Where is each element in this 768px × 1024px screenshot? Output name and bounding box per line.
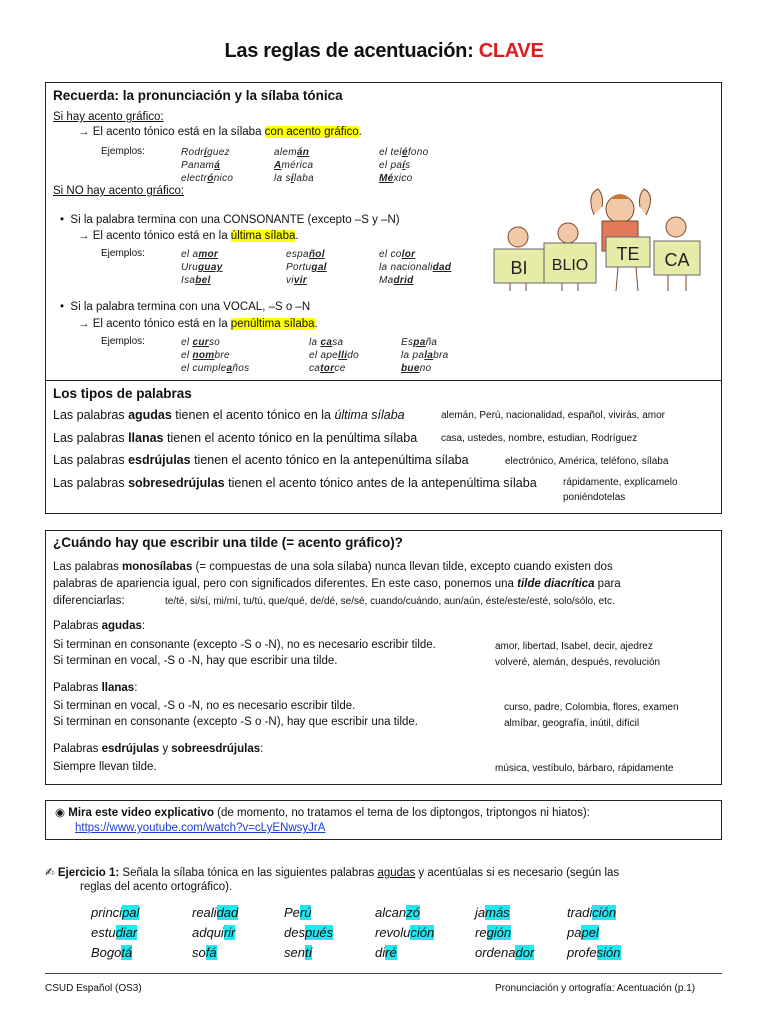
ejercicio-word: [567, 905, 616, 920]
ejercicio-word-root: sen: [284, 945, 305, 960]
cartoon-word-2: TE: [616, 244, 640, 264]
ejercicio-word-stressed: pués: [304, 925, 334, 940]
esdr-label-post: :: [260, 743, 264, 755]
ejercicio-word-root: tradi: [567, 905, 593, 920]
ejercicio-word-root: revolu: [375, 925, 411, 940]
ejercicio-word-root: profe: [567, 945, 597, 960]
footer-left: CSUD Español (OS3): [45, 983, 142, 994]
ejercicio-word-stressed: tá: [121, 945, 133, 960]
si-hay-label: Si hay acento gráfico:: [53, 111, 164, 123]
ejercicio-word-root: alcan: [375, 905, 407, 920]
llanas-rule-1: Si terminan en vocal, -S o -N, no es necesario escribir tilde.: [53, 700, 356, 712]
llanas-label: [53, 682, 137, 694]
arrow-2-pre: → El acento tónico está en la: [78, 230, 231, 242]
ejercicio-word-root: di: [375, 945, 386, 960]
ejercicio-word-root: estu: [91, 925, 116, 940]
bullet-consonante: • Si la palabra termina con una CONSONANTE (excepto –S y –N): [60, 214, 400, 226]
ej2-col2: español Portugal vivir: [286, 249, 327, 286]
arrow-3: [78, 318, 318, 330]
recuerda-tipos-divider: [45, 380, 722, 381]
llanas-rule-1-examples: curso, padre, Colombia, flores, examen: [504, 702, 679, 713]
tilde-header: ¿Cuándo hay que escribir una tilde (= acento gráfico)?: [53, 535, 403, 550]
ej2-col1: el amor Uruguay Isabel: [181, 249, 223, 286]
arrow-1: [78, 126, 362, 138]
esdr-label-bold: esdrújulas: [101, 743, 160, 755]
ejercicio-word: [192, 945, 217, 960]
ejercicio-text1: Señala la sílaba tónica en las siguientes palabras: [119, 867, 378, 879]
video-rest: (de momento, no tratamos el tema de los diptongos, triptongos ni hiatos):: [213, 807, 590, 819]
ejercicio-instructions: [45, 865, 619, 879]
llanas-label-bold: llanas: [101, 682, 135, 694]
ej1-col2: alemán América la sílaba: [274, 147, 314, 184]
ejercicio-word: [284, 945, 312, 960]
tipos-ex-agudas: alemán, Perú, nacionalidad, español, vivirás, amor: [441, 410, 666, 421]
video-link[interactable]: https://www.youtube.com/watch?v=cLyENwsyJrA: [75, 822, 326, 834]
tipos-row-llanas: [53, 431, 417, 445]
esdr-label-mid: y: [159, 743, 172, 755]
ejercicio-word: [567, 945, 621, 960]
bullet-2-text: Si la palabra termina con una VOCAL, –S o –N: [70, 301, 311, 313]
arrow-1-post: .: [358, 126, 362, 138]
tipos-row-esdrujulas: [53, 453, 469, 467]
llanas-label-pre: Palabras: [53, 682, 102, 694]
tipos-row-1-pre: Las palabras: [53, 431, 129, 445]
agudas-rule-2: Si terminan en vocal, -S o -N, hay que escribir una tilde.: [53, 655, 338, 667]
tipos-row-sobresdrujulas: [53, 476, 537, 490]
tipos-row-1-bold: llanas: [128, 431, 164, 445]
arrow-1-highlight: con acento gráfico: [264, 126, 359, 138]
cartoon-word-1: BLIO: [551, 257, 589, 274]
agudas-label-pre: Palabras: [53, 620, 102, 632]
agudas-rule-2-examples: volveré, alemán, después, revolución: [495, 657, 661, 668]
ej1-col3: el teléfono el país México: [379, 147, 429, 184]
ejercicio-word-stressed: pel: [581, 925, 599, 940]
ejercicio-word-root: ja: [475, 905, 486, 920]
video-text: [55, 805, 590, 819]
video-bold: Mira este video explicativo: [68, 807, 214, 819]
ejercicio-word: [567, 925, 599, 940]
tipos-row-3-bold: sobresedrújulas: [128, 476, 225, 490]
arrow-2-post: .: [295, 230, 299, 242]
ejercicio-word-root: reali: [192, 905, 217, 920]
ejercicio-word-root: Bogo: [91, 945, 122, 960]
agudas-label-post: :: [141, 620, 146, 632]
eye-icon: ◉: [55, 807, 66, 819]
ejercicio-text2: y acentúalas si es necesario (según las: [415, 867, 620, 879]
tipos-row-3-pre: Las palabras: [53, 476, 129, 490]
ejercicio-word-root: so: [192, 945, 206, 960]
ejercicio-word: [91, 905, 139, 920]
ejercicio-word: [375, 905, 420, 920]
footer-rule: [45, 973, 722, 974]
ejercicio-word-stressed: zó: [406, 905, 420, 920]
ejercicio-word-root: princi: [91, 905, 123, 920]
ejercicio-word: [91, 945, 132, 960]
ejercicio-word: [475, 925, 511, 940]
tipos-row-0-pre: Las palabras: [53, 408, 129, 422]
ejercicio-word: [284, 905, 311, 920]
tilde-p2b: tilde diacrítica: [517, 578, 595, 590]
ejercicio-word-root: ordena: [475, 945, 516, 960]
ejercicio-word: [475, 905, 510, 920]
footer-right-bold: Pronunciación y ortografía:: [495, 983, 615, 994]
agudas-rule-1: Si terminan en consonante (excepto -S o -N), no es necesario escribir tilde.: [53, 639, 436, 651]
esdr-label-bold2: sobreesdrújulas: [171, 743, 261, 755]
tilde-p1c: (= compuestas de una sola sílaba) nunca llevan tilde, excepto cuando existen dos: [192, 561, 613, 573]
title-clave: CLAVE: [478, 40, 544, 62]
ejercicio-word: [375, 925, 434, 940]
agudas-rule-1-examples: amor, libertad, Isabel, decir, ajedrez: [495, 641, 653, 652]
tipos-row-2-post: tienen el acento tónico en la antepenúltima sílaba: [190, 453, 469, 467]
tipos-row-0-post: tienen el acento tónico en la: [171, 408, 335, 422]
ejercicio-word-root: des: [284, 925, 305, 940]
ejercicio-word: [284, 925, 333, 940]
ejercicio-instructions-2: reglas del acento ortográfico).: [80, 881, 233, 893]
llanas-rule-2: Si terminan en consonante (excepto -S o -N), hay que escribir una tilde.: [53, 716, 418, 728]
arrow-2: [78, 230, 299, 242]
footer-right-rest: Acentuación (p.1): [614, 983, 696, 994]
cartoon-word-0: BI: [510, 258, 528, 278]
esdrujulas-rule-examples: música, vestíbulo, bárbaro, rápidamente: [495, 763, 674, 774]
page-title: [0, 40, 768, 63]
esdr-label-pre: Palabras: [53, 743, 102, 755]
tipos-row-2-bold: esdrújulas: [128, 453, 191, 467]
tipos-row-3-post: tienen el acento tónico antes de la antepenúltima sílaba: [224, 476, 537, 490]
tipos-row-0-bold: agudas: [128, 408, 172, 422]
arrow-3-post: .: [314, 318, 318, 330]
tilde-diacriticas: te/té, si/sí, mi/mí, tu/tú, que/qué, de/dé, se/sé, cuando/cuándo, aun/aún, éste/este/esté, solo/sólo, etc.: [165, 596, 615, 607]
llanas-rule-2-examples: almíbar, geografía, inútil, difícil: [504, 718, 640, 729]
ejercicio-word-stressed: ción: [410, 925, 435, 940]
ejercicio-word-stressed: diar: [115, 925, 138, 940]
ej3-col3: España la palabra bueno: [401, 337, 449, 374]
biblioteca-cartoon: [490, 185, 705, 293]
tilde-p2a: palabras de apariencia igual, pero con significados diferentes. En este caso, ponemos una: [53, 578, 518, 590]
ejercicio-word-stressed: dor: [515, 945, 535, 960]
ejercicio-word: [192, 925, 235, 940]
ej1-col1: Rodríguez Panamá electrónico: [181, 147, 234, 184]
tipos-header: Los tipos de palabras: [53, 386, 192, 401]
ejercicio-word: [91, 925, 137, 940]
pencil-icon: ✍: [45, 867, 55, 879]
si-no-label: Si NO hay acento gráfico:: [53, 185, 185, 197]
tipos-row-1-post: tienen el acento tónico en la penúltima sílaba: [163, 431, 418, 445]
tilde-p1b: monosílabas: [122, 561, 193, 573]
tilde-p2: [53, 578, 621, 590]
tipos-row-0-ital: última sílaba: [334, 408, 405, 422]
cartoon-word-3: CA: [664, 250, 690, 270]
llanas-label-post: :: [134, 682, 138, 694]
ejercicio-word-stressed: sión: [596, 945, 621, 960]
ej2-col3: el color la nacionalidad Madrid: [379, 249, 452, 286]
agudas-label: [53, 620, 145, 632]
ejercicio-word-root: pa: [567, 925, 582, 940]
footer-right: [495, 983, 695, 994]
esdrujulas-rule: Siempre llevan tilde.: [53, 761, 157, 773]
ejemplos-label-2: Ejemplos:: [101, 248, 145, 259]
ej3-col1: el curso el nombre el cumpleaños: [181, 337, 250, 374]
tipos-row-2-pre: Las palabras: [53, 453, 129, 467]
bullet-1-text: Si la palabra termina con una CONSONANTE (excepto –S y –N): [70, 214, 400, 226]
ejercicio-word-stressed: más: [485, 905, 510, 920]
ejercicio-word-stressed: tí: [304, 945, 313, 960]
agudas-label-bold: agudas: [101, 620, 142, 632]
ejemplos-label-1: Ejemplos:: [101, 146, 145, 157]
arrow-3-pre: → El acento tónico está en la: [78, 318, 231, 330]
ejercicio-word-root: adqui: [192, 925, 224, 940]
ej3-col2: la casa el apellido catorce: [309, 337, 360, 374]
tipos-ex-esdrujulas: electrónico, América, teléfono, sílaba: [505, 456, 669, 467]
ejercicio-word-stressed: ción: [592, 905, 617, 920]
ejercicio-word: [192, 905, 238, 920]
ejercicio-word-stressed: pal: [122, 905, 140, 920]
ejercicio-word-root: Pe: [284, 905, 300, 920]
esdrujulas-label: [53, 743, 263, 755]
tilde-p3: diferenciarlas:: [53, 595, 125, 607]
tilde-p1: [53, 561, 613, 573]
tilde-p1a: Las palabras: [53, 561, 123, 573]
recuerda-header: Recuerda: la pronunciación y la sílaba tónica: [53, 88, 343, 103]
tipos-row-agudas: [53, 408, 405, 422]
tipos-ex-sobresdrujulas: rápidamente, explícamelo: [563, 477, 678, 488]
ejercicio-agudas: agudas: [377, 867, 416, 879]
ejercicio-label: Ejercicio 1:: [57, 867, 120, 879]
ejercicio-word-stressed: gión: [486, 925, 512, 940]
ejercicio-word-root: re: [475, 925, 487, 940]
ejercicio-word-stressed: dad: [216, 905, 239, 920]
ejercicio-word-stressed: rú: [299, 905, 312, 920]
bullet-vocal: • Si la palabra termina con una VOCAL, –S o –N: [60, 301, 311, 313]
ejercicio-word: [375, 945, 397, 960]
arrow-1-pre: → El acento tónico está en la sílaba: [78, 126, 265, 138]
tipos-ex-extra: poniéndotelas: [563, 492, 626, 503]
tipos-ex-llanas: casa, ustedes, nombre, estudian, Rodríguez: [441, 433, 638, 444]
ejercicio-word-stressed: fá: [205, 945, 217, 960]
tilde-p2c: para: [594, 578, 621, 590]
title-text: Las reglas de acentuación:: [224, 40, 474, 62]
ejercicio-word-stressed: ré: [385, 945, 397, 960]
arrow-3-highlight: penúltima sílaba: [230, 318, 315, 330]
ejercicio-word-stressed: rir: [223, 925, 236, 940]
ejercicio-word: [475, 945, 534, 960]
arrow-2-highlight: última sílaba: [230, 230, 296, 242]
ejemplos-label-3: Ejemplos:: [101, 336, 145, 347]
